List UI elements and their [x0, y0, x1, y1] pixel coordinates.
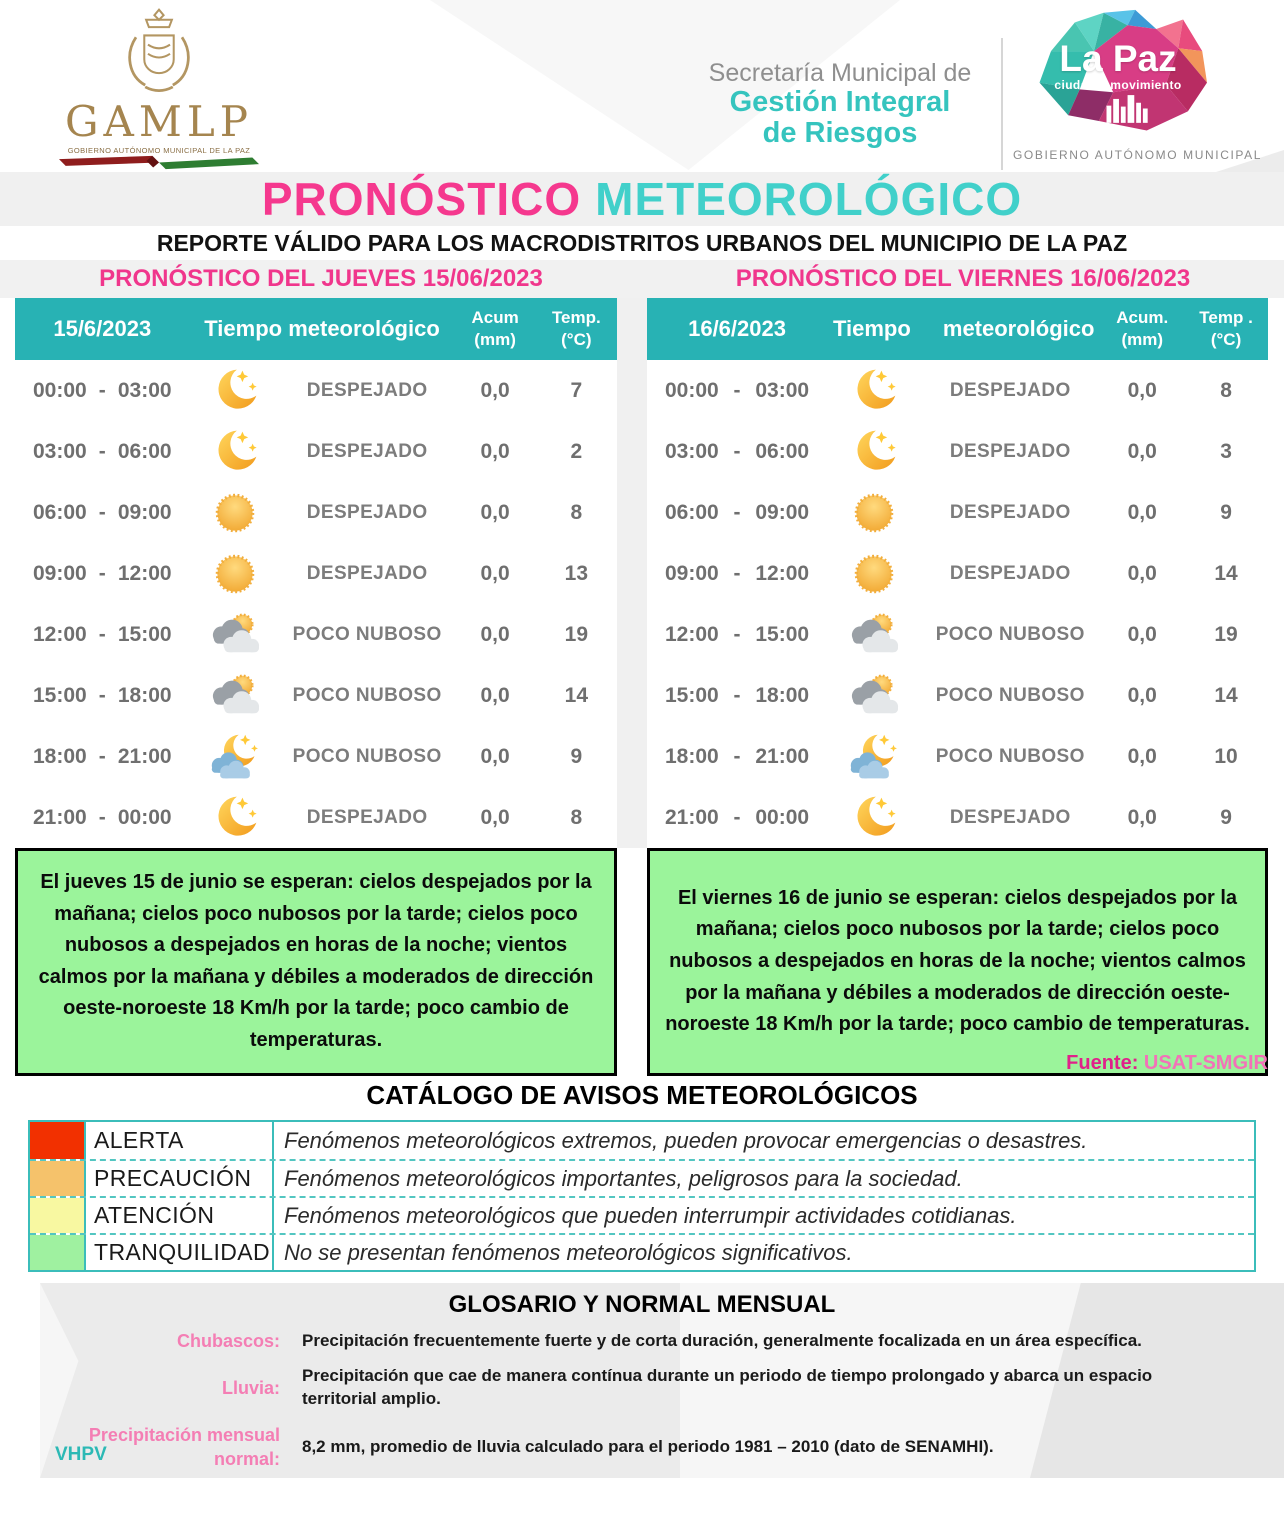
- moon-stars-icon: [827, 792, 920, 844]
- glossary-definition: Precipitación frecuentemente fuerte y de corta duración, generalmente focalizada en un área específica.: [302, 1330, 1142, 1350]
- thursday-heading: PRONÓSTICO DEL JUEVES 15/06/2023: [99, 265, 543, 292]
- report-subtitle: REPORTE VÁLIDO PARA LOS MACRODISTRITOS URBANOS DEL MUNICIPIO DE LA PAZ: [0, 226, 1284, 260]
- lapaz-caption: GOBIERNO AUTÓNOMO MUNICIPAL: [1013, 148, 1262, 162]
- temperature-value: 8: [570, 500, 583, 524]
- weather-condition: POCO NUBOSO: [935, 623, 1085, 645]
- precipitation-value: 0,0: [480, 622, 510, 646]
- source-label: Fuente:: [1066, 1052, 1139, 1074]
- acum-column-header: Acum (mm): [471, 307, 519, 349]
- precipitation-value: 0,0: [480, 500, 510, 524]
- temperature-value: 9: [570, 744, 583, 768]
- precipitation-value: 0,0: [480, 561, 510, 585]
- glossary-section: [0, 1283, 1284, 1484]
- time-range: 15:00 - 18:00: [33, 683, 172, 707]
- gamlp-acronym: GAMLP: [64, 97, 254, 146]
- temperature-value: 19: [564, 622, 589, 646]
- time-range: 00:00 - 03:00: [33, 378, 172, 402]
- temperature-value: 9: [1220, 805, 1232, 829]
- weather-condition: POCO NUBOSO: [292, 684, 442, 706]
- weather-condition: DESPEJADO: [306, 379, 428, 401]
- time-range: 12:00 - 15:00: [33, 622, 172, 646]
- sun-icon: [190, 548, 280, 600]
- moon-clouds-icon: [190, 731, 280, 783]
- weather-condition: DESPEJADO: [949, 562, 1071, 584]
- lapaz-map-icon: [1022, 129, 1214, 146]
- weather-condition: DESPEJADO: [949, 379, 1071, 401]
- temperature-value: 14: [564, 683, 589, 707]
- forecast-tables: [0, 298, 1284, 848]
- temperature-value: 2: [570, 439, 583, 463]
- sun-clouds-icon: [827, 610, 920, 660]
- precipitation-value: 0,0: [1127, 805, 1157, 829]
- forecast-row: [647, 787, 1268, 848]
- forecast-row: [647, 726, 1268, 787]
- lapaz-title: La Paz: [1059, 38, 1177, 79]
- alert-level-description: No se presentan fenómenos meteorológicos significativos.: [284, 1239, 853, 1265]
- sun-clouds-icon: [190, 610, 280, 660]
- weather-condition: POCO NUBOSO: [935, 684, 1085, 706]
- sun-icon: [827, 487, 920, 539]
- weather-condition: DESPEJADO: [949, 806, 1071, 828]
- author-initials: VHPV: [55, 1444, 107, 1465]
- precipitation-value: 0,0: [480, 805, 510, 829]
- temperature-value: 9: [1220, 500, 1232, 524]
- temperature-value: 8: [570, 805, 583, 829]
- weather-condition: DESPEJADO: [306, 806, 428, 828]
- glossary-definition: Precipitación que cae de manera contínua durante un periodo de tiempo prolongado y abarca un espacio territorial amplio.: [302, 1366, 1153, 1409]
- time-range: 06:00 - 09:00: [33, 500, 172, 524]
- source-value: USAT-SMGIR: [1143, 1052, 1268, 1074]
- alert-level-description: Fenómenos meteorológicos importantes, peligrosos para la sociedad.: [284, 1165, 963, 1191]
- time-range: 06:00 - 09:00: [665, 500, 810, 524]
- glossary-entry: [50, 1329, 1284, 1353]
- forecast-headings: [0, 260, 1284, 298]
- sun-clouds-icon: [827, 671, 920, 721]
- alert-level-label: TRANQUILIDAD: [86, 1235, 274, 1270]
- forecast-row: [15, 421, 617, 482]
- forecast-row: [15, 543, 617, 604]
- page-header: [0, 0, 1284, 172]
- forecast-row: [647, 482, 1268, 543]
- alert-color-swatch: [30, 1235, 86, 1270]
- forecast-row: [647, 604, 1268, 665]
- table-gap: [617, 298, 647, 848]
- forecast-row: [647, 360, 1268, 421]
- weather-condition: DESPEJADO: [949, 440, 1071, 462]
- precipitation-value: 0,0: [1127, 744, 1157, 768]
- weather-column-header: Tiempo meteorológico: [832, 316, 1095, 341]
- friday-summary: El viernes 16 de junio se esperan: cielos despejados por la mañana; cielos poco nubosos por la tarde; cielos poco nubosos a despejados en horas de la noche; vientos calmos por la mañana y débiles a moderados de dirección oeste-noroeste 18 Km/h por la tarde; poco cambio de temperaturas.: [647, 848, 1268, 1076]
- precipitation-value: 0,0: [480, 378, 510, 402]
- time-range: 21:00 - 00:00: [665, 805, 810, 829]
- alert-level-label: PRECAUCIÓN: [86, 1161, 274, 1196]
- moon-stars-icon: [190, 792, 280, 844]
- left-margin: [0, 298, 15, 848]
- time-range: 15:00 - 18:00: [665, 683, 810, 707]
- alert-level-label: ALERTA: [86, 1122, 274, 1159]
- temperature-value: 3: [1220, 439, 1232, 463]
- alert-color-swatch: [30, 1198, 86, 1233]
- forecast-row: [647, 421, 1268, 482]
- precipitation-value: 0,0: [480, 683, 510, 707]
- moon-stars-icon: [190, 426, 280, 478]
- time-range: 21:00 - 00:00: [33, 805, 172, 829]
- lapaz-subtitle: ciudadenmovimiento: [1054, 78, 1182, 92]
- source-line: [0, 1052, 1268, 1075]
- forecast-table-thursday: [15, 298, 617, 848]
- sun-icon: [827, 548, 920, 600]
- time-range: 18:00 - 21:00: [665, 744, 810, 768]
- forecast-row: [15, 604, 617, 665]
- precipitation-value: 0,0: [1127, 439, 1157, 463]
- secretary-line2: Gestión Integral: [729, 86, 951, 118]
- time-range: 12:00 - 15:00: [665, 622, 810, 646]
- forecast-table-friday: [647, 298, 1268, 848]
- weather-condition: DESPEJADO: [306, 562, 428, 584]
- temperature-value: 14: [1214, 561, 1238, 585]
- precipitation-value: 0,0: [1127, 378, 1157, 402]
- precipitation-value: 0,0: [1127, 683, 1157, 707]
- forecast-row: [15, 360, 617, 421]
- sun-icon: [190, 487, 280, 539]
- moon-stars-icon: [190, 365, 280, 417]
- page-title: [0, 172, 1284, 226]
- glossary-term: Lluvia:: [221, 1378, 280, 1399]
- lapaz-logo: [1013, 8, 1262, 162]
- weather-condition: POCO NUBOSO: [292, 623, 442, 645]
- weather-condition: POCO NUBOSO: [292, 745, 442, 767]
- precipitation-value: 0,0: [480, 439, 510, 463]
- time-range: 09:00 - 12:00: [33, 561, 172, 585]
- acum-column-header: Acum. (mm): [1116, 307, 1169, 349]
- weather-condition: DESPEJADO: [306, 440, 428, 462]
- table-header: [15, 298, 617, 360]
- time-range: 18:00 - 21:00: [33, 744, 172, 768]
- moon-stars-icon: [827, 365, 920, 417]
- moon-stars-icon: [827, 426, 920, 478]
- alert-level-label: ATENCIÓN: [86, 1198, 274, 1233]
- temperature-value: 19: [1214, 622, 1238, 646]
- secretary-line1: Secretaría Municipal de: [708, 59, 972, 87]
- alert-level-row: [30, 1122, 1254, 1159]
- summary-gap: [617, 848, 647, 1076]
- weather-condition: POCO NUBOSO: [935, 745, 1085, 767]
- glossary-term: Chubascos:: [176, 1331, 280, 1351]
- title-word-pronostico: PRONÓSTICO: [261, 173, 582, 225]
- alert-level-description: Fenómenos meteorológicos extremos, pueden provocar emergencias o desastres.: [284, 1127, 1088, 1153]
- alert-level-description: Fenómenos meteorológicos que pueden interrumpir actividades cotidianas.: [284, 1202, 1017, 1228]
- temp-column-header: Temp . (°C): [1199, 307, 1253, 349]
- glossary-entry: [50, 1423, 1284, 1472]
- forecast-row: [15, 665, 617, 726]
- alert-color-swatch: [30, 1161, 86, 1196]
- glossary-title: GLOSARIO Y NORMAL MENSUAL: [448, 1291, 836, 1318]
- forecast-row: [15, 482, 617, 543]
- secretary-line3: de Riesgos: [762, 117, 918, 150]
- temperature-value: 7: [570, 378, 583, 402]
- forecast-row: [647, 665, 1268, 726]
- secretary-logo: [690, 60, 990, 150]
- forecast-summaries: [0, 848, 1284, 1076]
- left-margin: [0, 848, 15, 1076]
- header-divider: [1001, 38, 1003, 170]
- weather-condition: DESPEJADO: [306, 501, 428, 523]
- glossary-entry: [50, 1365, 1284, 1411]
- temperature-value: 10: [1214, 744, 1238, 768]
- right-margin: [1268, 298, 1284, 848]
- time-range: 03:00 - 06:00: [665, 439, 810, 463]
- time-range: 00:00 - 03:00: [665, 378, 810, 402]
- forecast-row: [15, 726, 617, 787]
- glossary-definition: 8,2 mm, promedio de lluvia calculado para el periodo 1981 – 2010 (dato de SENAMHI).: [302, 1437, 994, 1456]
- temperature-value: 13: [564, 561, 589, 585]
- alert-level-row: [30, 1159, 1254, 1196]
- temperature-value: 14: [1214, 683, 1238, 707]
- time-range: 03:00 - 06:00: [33, 439, 172, 463]
- table-header: [647, 298, 1268, 360]
- precipitation-value: 0,0: [1127, 500, 1157, 524]
- alert-level-row: [30, 1196, 1254, 1233]
- thursday-summary: El jueves 15 de junio se esperan: cielos despejados por la mañana; cielos poco nubosos por la tarde; cielos poco nubosos a despejados en horas de la noche; vientos calmos por la mañana y débiles a moderados de dirección oeste-noroeste 18 Km/h por la tarde; poco cambio de temperaturas.: [15, 848, 617, 1076]
- moon-clouds-icon: [827, 731, 920, 783]
- weather-condition: DESPEJADO: [949, 501, 1071, 523]
- date-column-header: 15/6/2023: [53, 316, 152, 341]
- precipitation-value: 0,0: [480, 744, 510, 768]
- date-column-header: 16/6/2023: [688, 316, 786, 341]
- alert-catalog-table: [28, 1120, 1256, 1272]
- weather-column-header: Tiempo meteorológico: [204, 316, 440, 341]
- gamlp-caption: GOBIERNO AUTÓNOMO MUNICIPAL DE LA PAZ: [67, 146, 251, 155]
- forecast-row: [15, 787, 617, 848]
- precipitation-value: 0,0: [1127, 561, 1157, 585]
- alert-level-row: [30, 1233, 1254, 1270]
- gamlp-logo: [52, 6, 266, 175]
- sun-clouds-icon: [190, 671, 280, 721]
- glossary-term: Precipitación mensual normal:: [88, 1425, 280, 1470]
- temperature-value: 8: [1220, 378, 1232, 402]
- temp-column-header: Temp. (°C): [551, 307, 601, 349]
- title-word-meteorologico: METEOROLÓGICO: [595, 173, 1023, 225]
- catalog-title: CATÁLOGO DE AVISOS METEOROLÓGICOS: [366, 1080, 918, 1110]
- alert-color-swatch: [30, 1122, 86, 1159]
- time-range: 09:00 - 12:00: [665, 561, 810, 585]
- forecast-row: [647, 543, 1268, 604]
- friday-heading: PRONÓSTICO DEL VIERNES 16/06/2023: [735, 265, 1191, 292]
- precipitation-value: 0,0: [1127, 622, 1157, 646]
